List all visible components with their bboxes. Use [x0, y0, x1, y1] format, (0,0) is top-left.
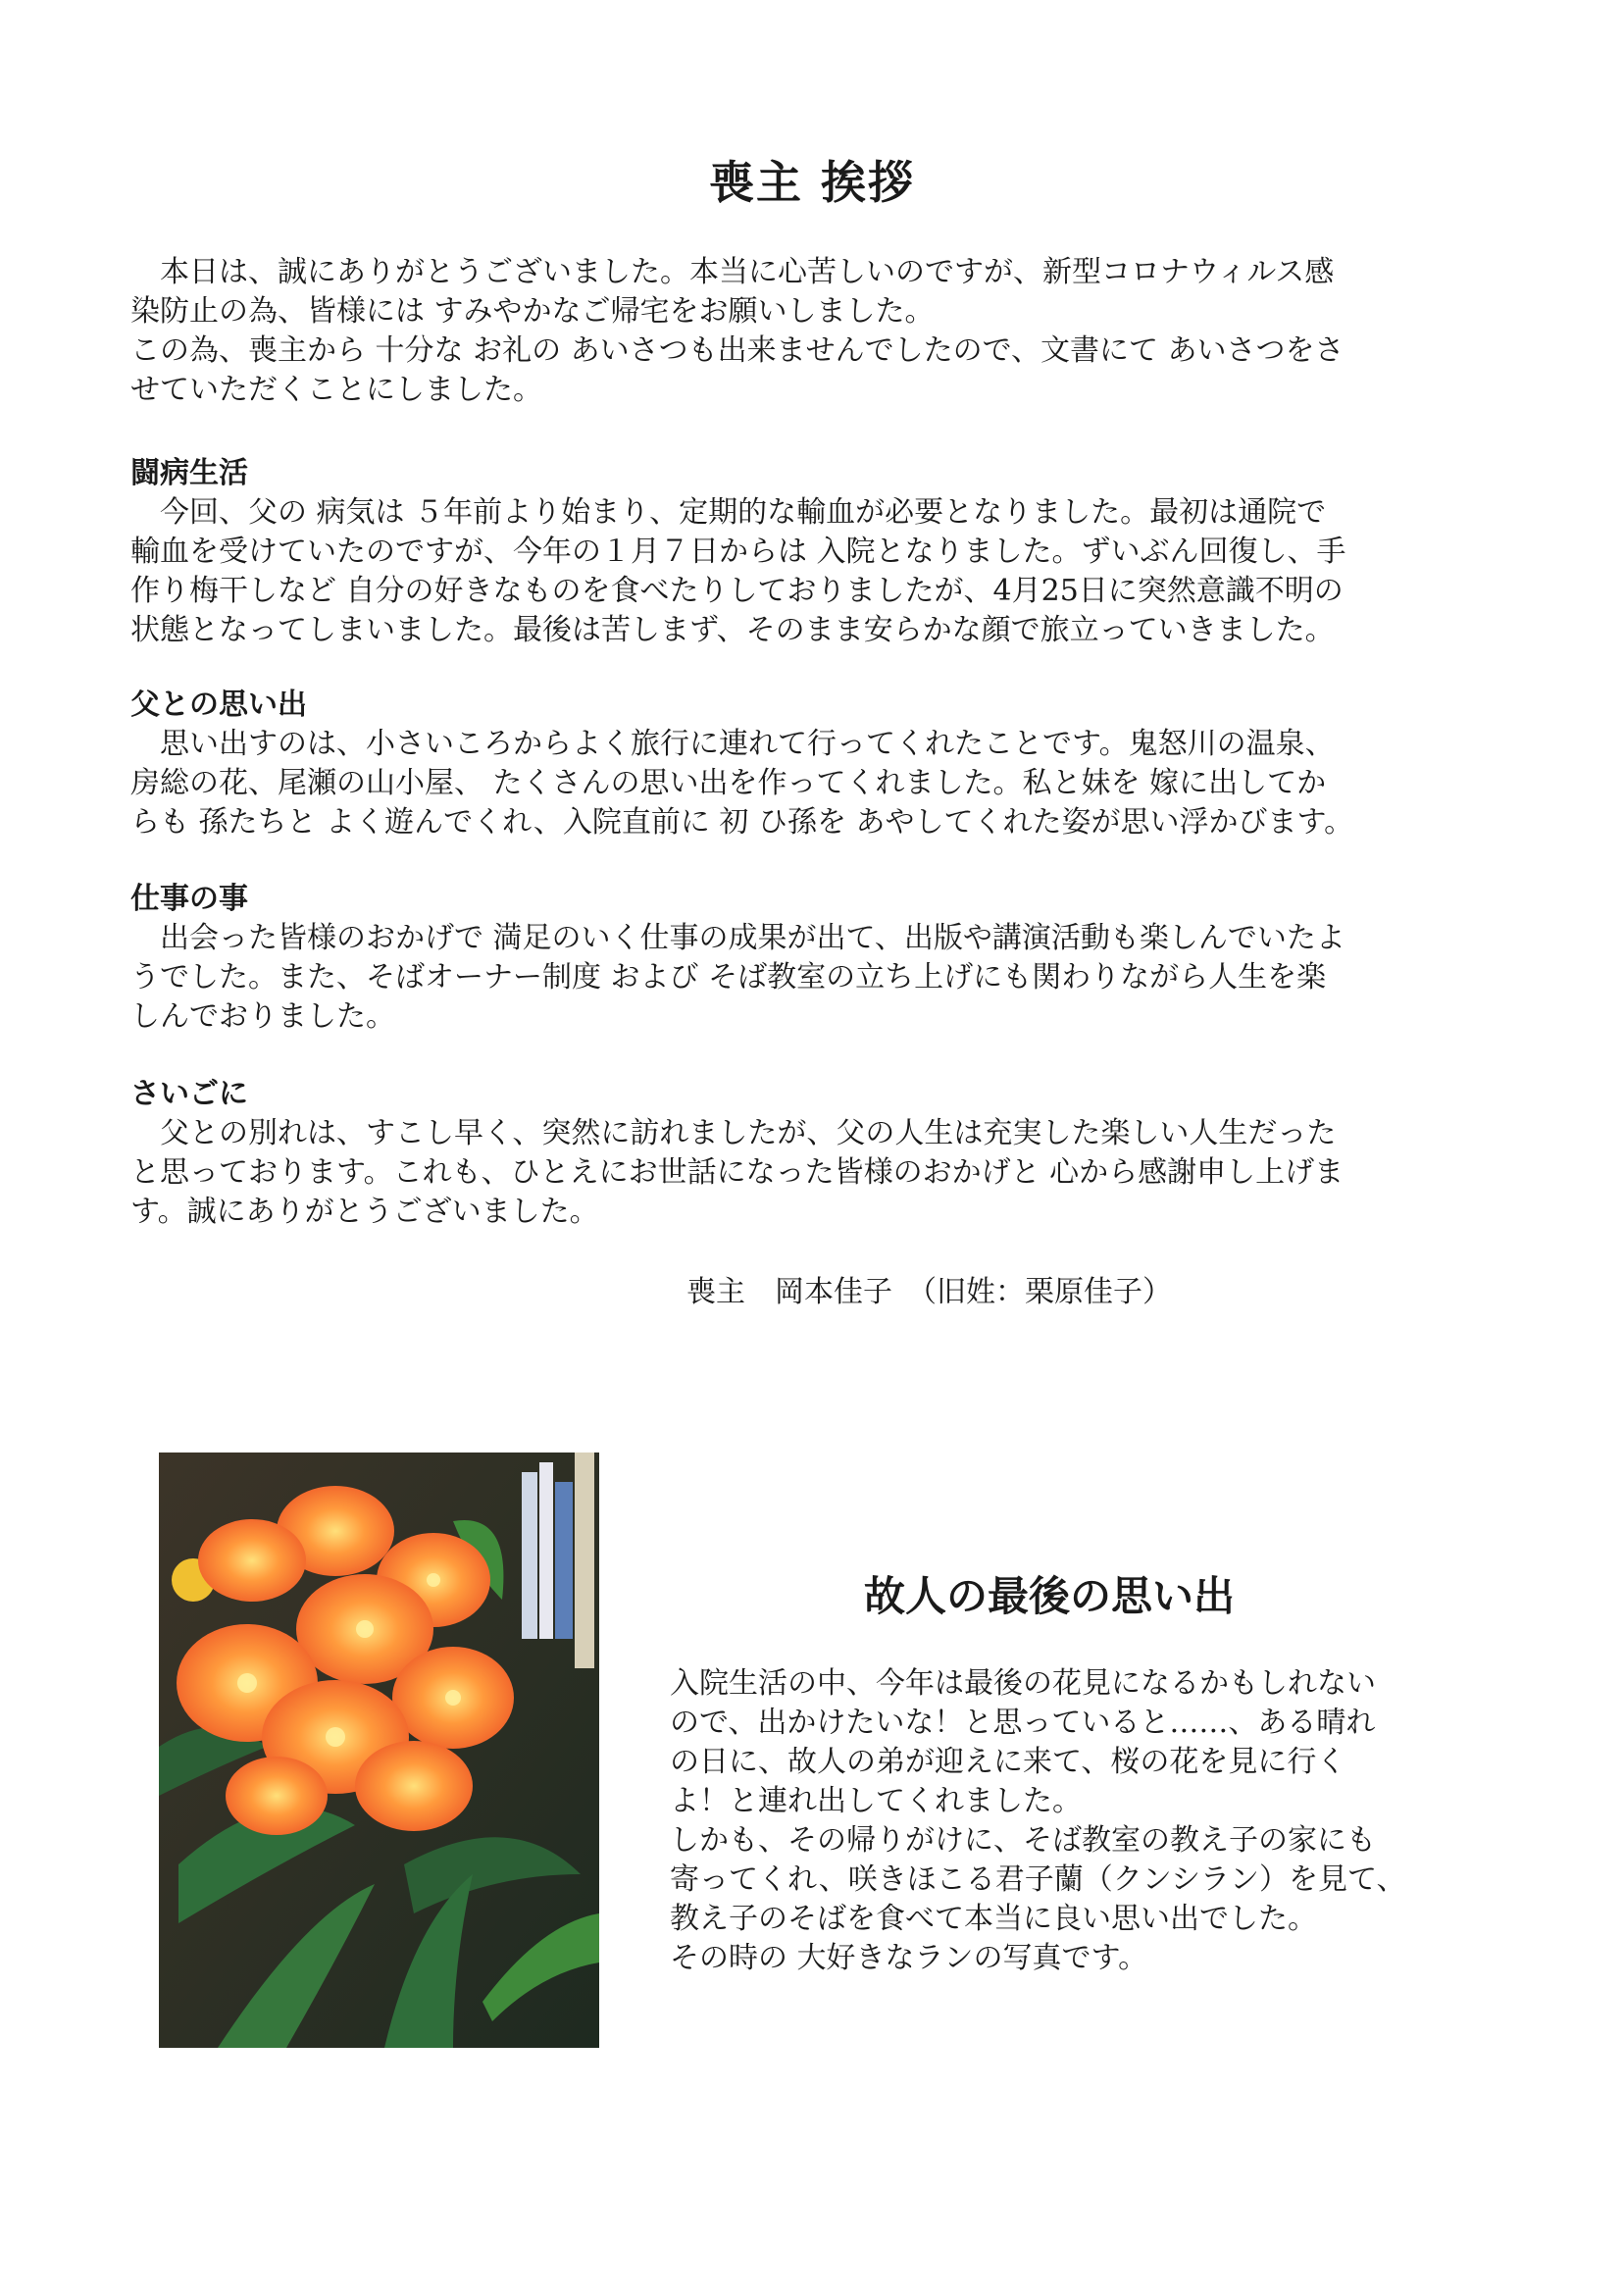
page-title: 喪主 挨拶 [708, 156, 915, 209]
section-line: 状態となってしまいました。最後は苦しまず、そのまま安らかな顔で旅立っていきました。 [130, 613, 1335, 647]
section-line: 房総の花、尾瀬の山小屋、 たくさんの思い出を作ってくれました。私と妹を 嫁に出してか [130, 766, 1327, 800]
memory-line: よ！と連れ出してくれました。 [670, 1784, 1082, 1818]
memory-line: 入院生活の中、今年は最後の花見になるかもしれない [670, 1666, 1376, 1701]
intro-line: この為、喪主から 十分な お礼の あいさつも出来ませんでしたので、文書にて あいさつをさ [130, 333, 1345, 368]
section-line: 思い出すのは、小さいころからよく旅行に連れて行ってくれたことです。鬼怒川の温泉、 [130, 727, 1335, 761]
section-line: と思っております。これも、ひとえにお世話になった皆様のおかげと 心から感謝申し上げま [130, 1155, 1345, 1190]
section-line: しんでおりました。 [130, 999, 395, 1034]
intro-line: せていただくことにしました。 [130, 373, 542, 407]
section-memories [130, 686, 1494, 842]
memory-line: ので、出かけたいな！と思っていると……、ある晴れ [670, 1706, 1376, 1740]
section-closing [130, 1075, 1494, 1232]
section-line: 父との別れは、すこし早く、突然に訪れましたが、父の人生は充実した楽しい人生だった [130, 1116, 1337, 1150]
signature: 喪主 岡本佳子 （旧姓：栗原佳子） [686, 1275, 1172, 1309]
section-line: らも 孫たちと よく遊んでくれ、入院直前に 初 ひ孫を あやしてくれた姿が思い浮かびます。 [130, 805, 1354, 840]
memory-line: その時の 大好きなランの写真です。 [670, 1941, 1148, 1975]
section-heading: 父との思い出 [130, 688, 307, 722]
section-heading: 仕事の事 [130, 882, 248, 916]
section-line: 出会った皆様のおかげで 満足のいく仕事の成果が出て、出版や講演活動も楽しんでいたよ [130, 921, 1345, 955]
section-line: 作り梅干しなど 自分の好きなものを食べたりしておりましたが、4月25日に突然意識不明の [130, 574, 1344, 608]
section-work [130, 880, 1494, 1037]
intro-line: 本日は、誠にありがとうございました。本当に心苦しいのですが、新型コロナウィルス感 [130, 255, 1335, 289]
memory-line: しかも、その帰りがけに、そば教室の教え子の家にも [670, 1823, 1376, 1858]
section-heading: 闘病生活 [130, 456, 248, 490]
intro-paragraph [130, 253, 1494, 410]
section-line: す。誠にありがとうございました。 [130, 1195, 599, 1229]
memory-line: 寄ってくれ、咲きほこる君子蘭（クンシラン）を見て、 [670, 1862, 1406, 1897]
memory-line: の日に、故人の弟が迎えに来て、桜の花を見に行く [670, 1745, 1346, 1779]
memory-title: 故人の最後の思い出 [863, 1572, 1235, 1620]
intro-line: 染防止の為、皆様には すみやかなご帰宅をお願いしました。 [130, 294, 935, 329]
memory-line: 教え子のそばを食べて本当に良い思い出でした。 [670, 1902, 1317, 1936]
section-line: 輸血を受けていたのですが、今年の１月７日からは 入院となりました。ずいぶん回復し、手 [130, 535, 1346, 569]
section-illness [130, 454, 1494, 650]
section-line: うでした。また、そばオーナー制度 および そば教室の立ち上げにも関わりながら人生を楽 [130, 960, 1327, 994]
section-heading: さいごに [130, 1077, 248, 1111]
clivia-flower-photo [159, 1453, 599, 2048]
section-line: 今回、父の 病気は ５年前より始まり、定期的な輸血が必要となりました。最初は通院で [130, 495, 1327, 530]
memory-paragraph [670, 1664, 1513, 1978]
